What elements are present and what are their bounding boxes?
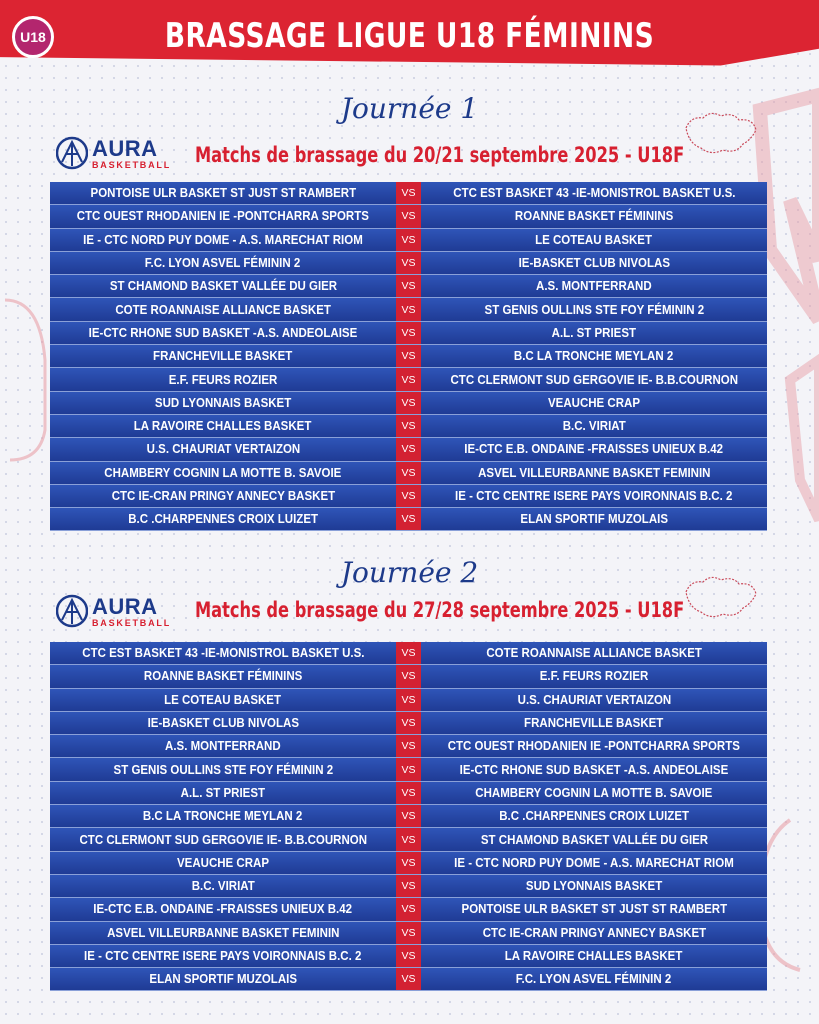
home-team-label: IE-CTC RHONE SUD BASKET -A.S. ANDEOLAISE xyxy=(88,325,358,340)
vs-label: VS xyxy=(396,782,421,804)
vs-label: VS xyxy=(396,712,421,734)
away-team-label: CTC IE-CRAN PRINGY ANNECY BASKET xyxy=(482,925,706,940)
aura-logo-icon xyxy=(56,594,88,628)
home-team-label: B.C LA TRONCHE MEYLAN 2 xyxy=(143,809,303,824)
away-team xyxy=(421,968,767,990)
home-team-label: A.S. MONTFERRAND xyxy=(165,739,281,754)
home-team-label: A.L. ST PRIEST xyxy=(180,785,266,800)
away-team-label: IE - CTC CENTRE ISERE PAYS VOIRONNAIS B.C. 2 xyxy=(455,489,733,503)
away-team-label: ELAN SPORTIF MUZOLAIS xyxy=(520,512,668,527)
match-row xyxy=(50,229,767,252)
away-team-label: ASVEL VILLEURBANNE BASKET FEMININ xyxy=(477,465,711,480)
away-team xyxy=(421,945,767,967)
vs-label: VS xyxy=(396,252,421,274)
home-team-label: U.S. CHAURIAT VERTAIZON xyxy=(146,442,300,457)
match-row xyxy=(50,665,767,688)
home-team xyxy=(50,205,396,227)
away-team-label: COTE ROANNAISE ALLIANCE BASKET xyxy=(486,646,702,661)
match-row xyxy=(50,922,767,945)
match-row xyxy=(50,875,767,898)
away-team-label: B.C. VIRIAT xyxy=(562,419,626,434)
match-row xyxy=(50,392,767,415)
aura-logo-icon xyxy=(56,136,88,170)
home-team xyxy=(50,462,396,484)
away-team xyxy=(421,252,767,274)
away-team-label: IE-CTC RHONE SUD BASKET -A.S. ANDEOLAISE xyxy=(459,762,729,777)
round-1-subtitle: Matchs de brassage du 20/21 septembre 2025 - U18F xyxy=(195,143,685,167)
away-team-label: E.F. FEURS ROZIER xyxy=(539,669,649,684)
match-row xyxy=(50,438,767,461)
home-team-label: B.C. VIRIAT xyxy=(191,879,255,894)
u18-badge: U18 xyxy=(12,16,54,58)
vs-label: VS xyxy=(396,205,421,227)
match-row xyxy=(50,782,767,805)
away-team-label: CTC OUEST RHODANIEN IE -PONTCHARRA SPORTS xyxy=(447,739,741,754)
away-team xyxy=(421,322,767,344)
home-team-label: F.C. LYON ASVEL FÉMININ 2 xyxy=(145,256,301,271)
home-team xyxy=(50,415,396,437)
match-row xyxy=(50,945,767,968)
match-row xyxy=(50,968,767,991)
away-team xyxy=(421,485,767,507)
home-team xyxy=(50,438,396,460)
home-team xyxy=(50,689,396,711)
match-row xyxy=(50,368,767,391)
vs-label: VS xyxy=(396,415,421,437)
vs-label: VS xyxy=(396,735,421,757)
vs-label: VS xyxy=(396,508,421,530)
home-team-label: SUD LYONNAIS BASKET xyxy=(154,395,292,410)
match-row xyxy=(50,415,767,438)
match-row xyxy=(50,898,767,921)
home-team xyxy=(50,665,396,687)
home-team xyxy=(50,182,396,204)
match-row xyxy=(50,828,767,851)
away-team xyxy=(421,642,767,664)
home-team-label: IE - CTC CENTRE ISERE PAYS VOIRONNAIS B.C. 2 xyxy=(84,949,362,963)
home-team-label: CTC IE-CRAN PRINGY ANNECY BASKET xyxy=(111,489,335,503)
home-team xyxy=(50,805,396,827)
vs-label: VS xyxy=(396,229,421,251)
away-team-label: ROANNE BASKET FÉMININS xyxy=(514,209,674,224)
away-team-label: ST GENIS OULLINS STE FOY FÉMININ 2 xyxy=(484,302,704,317)
away-team xyxy=(421,875,767,897)
home-team-label: LE COTEAU BASKET xyxy=(164,692,282,707)
away-team xyxy=(421,898,767,920)
home-team-label: IE - CTC NORD PUY DOME - A.S. MARECHAT RIOM xyxy=(83,232,363,247)
vs-label: VS xyxy=(396,182,421,204)
logo-subtext: BASKETBALL xyxy=(92,618,171,628)
match-row xyxy=(50,205,767,228)
home-team xyxy=(50,945,396,967)
away-team xyxy=(421,508,767,530)
home-team-label: ST CHAMOND BASKET VALLÉE DU GIER xyxy=(109,279,337,294)
home-team xyxy=(50,875,396,897)
home-team xyxy=(50,368,396,390)
away-team xyxy=(421,438,767,460)
home-team xyxy=(50,322,396,344)
home-team xyxy=(50,345,396,367)
away-team xyxy=(421,182,767,204)
away-team-label: B.C LA TRONCHE MEYLAN 2 xyxy=(514,349,674,364)
home-team xyxy=(50,968,396,990)
region-map-icon xyxy=(681,572,761,622)
home-team xyxy=(50,485,396,507)
home-team-label: ST GENIS OULLINS STE FOY FÉMININ 2 xyxy=(113,762,333,777)
vs-label: VS xyxy=(396,642,421,664)
away-team-label: VEAUCHE CRAP xyxy=(547,395,640,410)
match-row xyxy=(50,275,767,298)
home-team-label: PONTOISE ULR BASKET ST JUST ST RAMBERT xyxy=(90,186,356,201)
home-team-label: ELAN SPORTIF MUZOLAIS xyxy=(149,972,297,987)
home-team xyxy=(50,712,396,734)
match-row xyxy=(50,345,767,368)
away-team-label: A.L. ST PRIEST xyxy=(551,325,637,340)
vs-label: VS xyxy=(396,828,421,850)
match-row xyxy=(50,735,767,758)
match-row xyxy=(50,642,767,665)
match-row xyxy=(50,298,767,321)
home-team-label: IE-CTC E.B. ONDAINE -FRAISSES UNIEUX B.42 xyxy=(93,902,353,917)
away-team-label: IE-BASKET CLUB NIVOLAS xyxy=(518,256,670,271)
home-team-label: CHAMBERY COGNIN LA MOTTE B. SAVOIE xyxy=(104,465,342,480)
away-team xyxy=(421,415,767,437)
logo-text: AURA xyxy=(92,594,158,619)
away-team-label: FRANCHEVILLE BASKET xyxy=(524,716,664,731)
away-team-label: LE COTEAU BASKET xyxy=(535,232,653,247)
match-row xyxy=(50,252,767,275)
home-team-label: FRANCHEVILLE BASKET xyxy=(153,349,293,364)
away-team xyxy=(421,689,767,711)
home-team-label: B.C .CHARPENNES CROIX LUIZET xyxy=(128,512,318,527)
away-team xyxy=(421,205,767,227)
match-row xyxy=(50,508,767,531)
home-team-label: CTC EST BASKET 43 -IE-MONISTROL BASKET U.S. xyxy=(81,646,365,661)
region-map-icon xyxy=(681,108,761,158)
away-team xyxy=(421,735,767,757)
home-team xyxy=(50,275,396,297)
vs-label: VS xyxy=(396,322,421,344)
match-row xyxy=(50,322,767,345)
away-team-label: A.S. MONTFERRAND xyxy=(536,279,652,294)
away-team xyxy=(421,758,767,780)
away-team-label: CTC EST BASKET 43 -IE-MONISTROL BASKET U.S. xyxy=(452,186,736,201)
home-team xyxy=(50,735,396,757)
away-team-label: CHAMBERY COGNIN LA MOTTE B. SAVOIE xyxy=(475,785,713,800)
vs-label: VS xyxy=(396,345,421,367)
page-title: BRASSAGE LIGUE U18 FÉMININS xyxy=(164,16,655,56)
logo-text: AURA xyxy=(92,136,158,161)
logo-subtext: BASKETBALL xyxy=(92,160,171,170)
match-row xyxy=(50,805,767,828)
vs-label: VS xyxy=(396,852,421,874)
away-team-label: F.C. LYON ASVEL FÉMININ 2 xyxy=(516,972,672,987)
home-team-label: CTC OUEST RHODANIEN IE -PONTCHARRA SPORTS xyxy=(76,209,370,224)
away-team-label: PONTOISE ULR BASKET ST JUST ST RAMBERT xyxy=(461,902,727,917)
vs-label: VS xyxy=(396,665,421,687)
home-team-label: CTC CLERMONT SUD GERGOVIE IE- B.B.COURNON xyxy=(79,832,367,847)
match-row xyxy=(50,712,767,735)
away-team-label: SUD LYONNAIS BASKET xyxy=(525,879,663,894)
away-team xyxy=(421,392,767,414)
match-row xyxy=(50,485,767,508)
away-team xyxy=(421,665,767,687)
home-team-label: ROANNE BASKET FÉMININS xyxy=(143,669,303,684)
home-team-label: VEAUCHE CRAP xyxy=(176,855,269,870)
match-row xyxy=(50,182,767,205)
away-team xyxy=(421,828,767,850)
match-row xyxy=(50,758,767,781)
home-team xyxy=(50,252,396,274)
away-team-label: IE-CTC E.B. ONDAINE -FRAISSES UNIEUX B.42 xyxy=(464,442,724,457)
home-team xyxy=(50,298,396,320)
away-team xyxy=(421,462,767,484)
home-team xyxy=(50,782,396,804)
away-team xyxy=(421,368,767,390)
round-2-table xyxy=(50,642,767,991)
away-team xyxy=(421,922,767,944)
home-team xyxy=(50,852,396,874)
match-row xyxy=(50,852,767,875)
vs-label: VS xyxy=(396,968,421,990)
home-team xyxy=(50,828,396,850)
away-team xyxy=(421,275,767,297)
match-row xyxy=(50,689,767,712)
aura-logo xyxy=(56,594,171,634)
away-team-label: IE - CTC NORD PUY DOME - A.S. MARECHAT RIOM xyxy=(454,855,734,870)
away-team-label: U.S. CHAURIAT VERTAIZON xyxy=(517,692,671,707)
home-team xyxy=(50,392,396,414)
vs-label: VS xyxy=(396,392,421,414)
home-team xyxy=(50,229,396,251)
away-team xyxy=(421,345,767,367)
home-team-label: COTE ROANNAISE ALLIANCE BASKET xyxy=(115,302,331,317)
home-team-label: LA RAVOIRE CHALLES BASKET xyxy=(134,419,312,434)
vs-label: VS xyxy=(396,368,421,390)
round-2-subtitle: Matchs de brassage du 27/28 septembre 2025 - U18F xyxy=(195,598,685,622)
round-1-table xyxy=(50,182,767,531)
away-team xyxy=(421,852,767,874)
vs-label: VS xyxy=(396,875,421,897)
away-team xyxy=(421,712,767,734)
vs-label: VS xyxy=(396,438,421,460)
away-team-label: LA RAVOIRE CHALLES BASKET xyxy=(505,949,683,963)
away-team xyxy=(421,782,767,804)
round-1-title: Journée 1 xyxy=(340,92,479,125)
home-team xyxy=(50,642,396,664)
away-team-label: ST CHAMOND BASKET VALLÉE DU GIER xyxy=(480,832,708,847)
home-team-label: IE-BASKET CLUB NIVOLAS xyxy=(147,716,299,731)
home-team xyxy=(50,508,396,530)
home-team xyxy=(50,758,396,780)
home-team xyxy=(50,898,396,920)
aura-logo xyxy=(56,136,171,176)
vs-label: VS xyxy=(396,922,421,944)
vs-label: VS xyxy=(396,758,421,780)
home-team-label: ASVEL VILLEURBANNE BASKET FEMININ xyxy=(106,925,340,940)
vs-label: VS xyxy=(396,275,421,297)
away-team xyxy=(421,229,767,251)
vs-label: VS xyxy=(396,462,421,484)
away-team xyxy=(421,298,767,320)
vs-label: VS xyxy=(396,945,421,967)
home-team xyxy=(50,922,396,944)
away-team xyxy=(421,805,767,827)
match-row xyxy=(50,462,767,485)
away-team-label: CTC CLERMONT SUD GERGOVIE IE- B.B.COURNON xyxy=(450,372,738,387)
vs-label: VS xyxy=(396,689,421,711)
away-team-label: B.C .CHARPENNES CROIX LUIZET xyxy=(499,809,689,824)
vs-label: VS xyxy=(396,298,421,320)
vs-label: VS xyxy=(396,805,421,827)
vs-label: VS xyxy=(396,485,421,507)
home-team-label: E.F. FEURS ROZIER xyxy=(168,372,278,387)
round-2-title: Journée 2 xyxy=(340,556,479,589)
vs-label: VS xyxy=(396,898,421,920)
